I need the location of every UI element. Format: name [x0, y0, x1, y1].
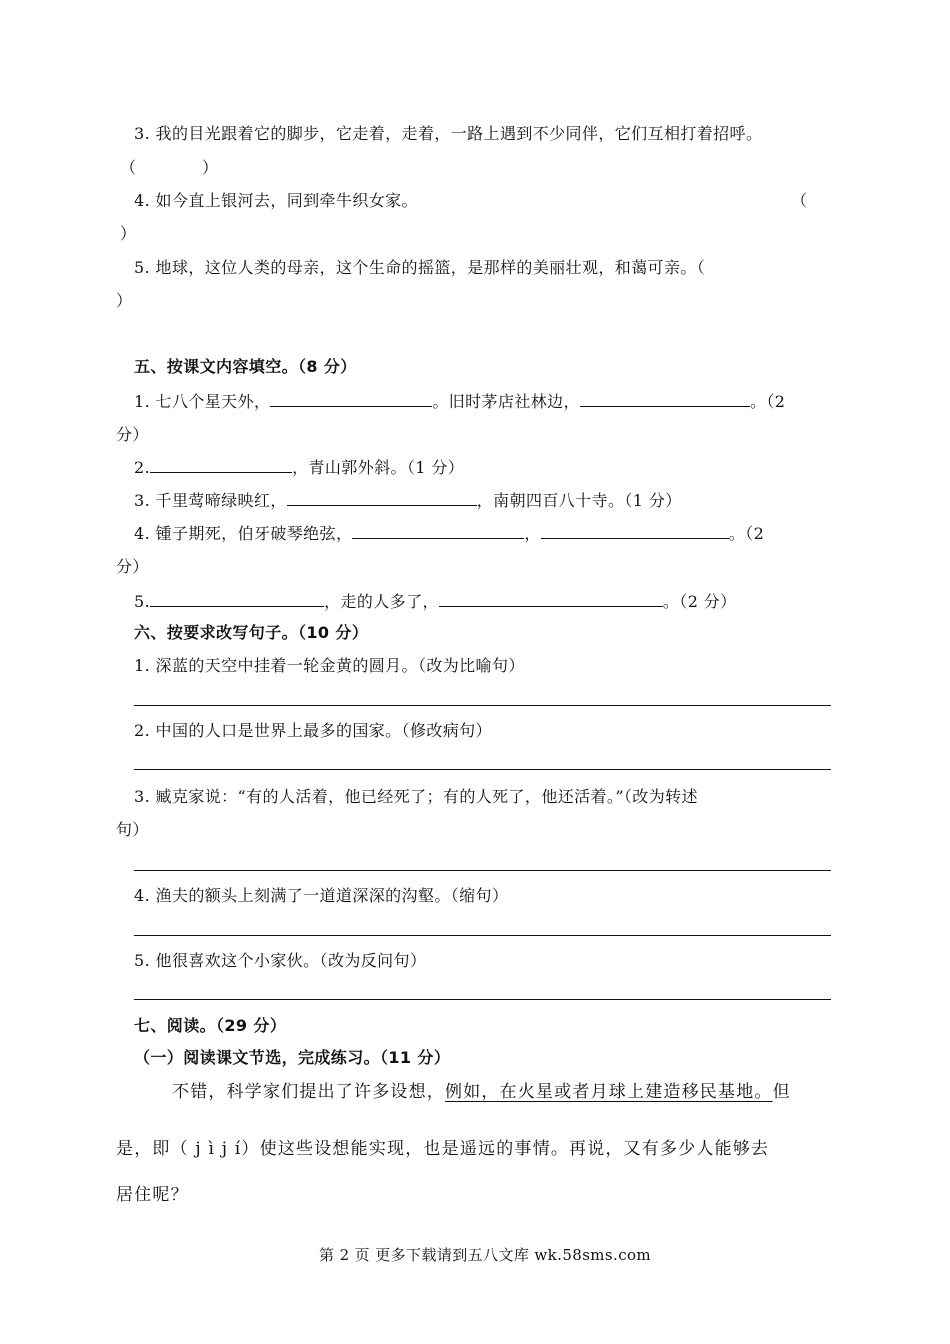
- q4-item-5: 5. 地球，这位人类的母亲，这个生命的摇篮，是那样的美丽壮观，和蔼可亲。（: [134, 258, 706, 277]
- q5-blank-1[interactable]: [150, 591, 324, 607]
- answer-line-3[interactable]: [134, 870, 831, 871]
- section5-q2: [134, 457, 464, 478]
- q5-text-b: ，走的人多了，: [324, 592, 439, 611]
- section6-item-3: 3. 臧克家说：“有的人活着，他已经死了；有的人死了，他还活着。”（改为转述: [134, 787, 698, 806]
- q1-blank-1[interactable]: [270, 391, 432, 407]
- q4-item-4-paren-open: （: [791, 191, 808, 210]
- reading-paragraph-line-2: 是，即（ j ì j í）使这些设想能实现，也是遥远的事情。再说，又有多少人能够去: [116, 1139, 770, 1159]
- q1-blank-2[interactable]: [580, 391, 750, 407]
- q2-text-b: ，青山郭外斜。（1 分）: [292, 458, 465, 477]
- section5-q1: [134, 391, 785, 412]
- q5-text-c: 。（2 分）: [662, 592, 737, 611]
- q2-text-a: 2.: [134, 458, 151, 477]
- q4-text-b: ，: [524, 524, 541, 543]
- q4-item-4: 4. 如今直上银河去，同到牵牛织女家。: [134, 191, 418, 210]
- q1-text-b: 。旧时茅店社林边，: [432, 392, 580, 411]
- q2-blank[interactable]: [150, 457, 292, 473]
- q1-text-c: 。（2: [749, 392, 786, 411]
- answer-line-1[interactable]: [134, 705, 831, 706]
- section5-q4: [134, 523, 764, 544]
- para-line1-b: 但: [772, 1082, 791, 1102]
- q4-blank-1[interactable]: [352, 523, 524, 539]
- q5-blank-2[interactable]: [439, 591, 663, 607]
- q1-text-a: 1. 七八个星天外，: [134, 392, 271, 411]
- q4-item-3-answer-paren: （ ）: [120, 158, 219, 177]
- section6-item-4: 4. 渔夫的额头上刻满了一道道深深的沟壑。（缩句）: [134, 886, 509, 905]
- section7-heading: 七、阅读。（29 分）: [134, 1016, 287, 1035]
- para-line1-a: 不错，科学家们提出了许多设想，: [172, 1082, 445, 1102]
- section6-item-5: 5. 他很喜欢这个小家伙。（改为反问句）: [134, 951, 427, 970]
- section5-heading: 五、按课文内容填空。（8 分）: [134, 357, 357, 376]
- q1-score-tail: 分）: [116, 425, 149, 444]
- section5-q5: [134, 591, 737, 612]
- q4-item-4-paren-close: ）: [120, 224, 137, 243]
- section7-sub-heading: （一）阅读课文节选，完成练习。（11 分）: [134, 1048, 451, 1067]
- q3-text-a: 3. 千里莺啼绿映红，: [134, 491, 287, 510]
- answer-line-4[interactable]: [134, 935, 831, 936]
- q3-blank[interactable]: [287, 490, 477, 506]
- section6-heading: 六、按要求改写句子。（10 分）: [134, 623, 369, 642]
- q4-item-3: 3. 我的目光跟着它的脚步，它走着，走着，一路上遇到不少同伴，它们互相打着招呼。: [134, 124, 763, 143]
- q3-text-b: ，南朝四百八十寺。（1 分）: [476, 491, 682, 510]
- answer-line-2[interactable]: [134, 769, 831, 770]
- answer-line-5[interactable]: [134, 999, 831, 1000]
- q4-score-tail: 分）: [116, 557, 149, 576]
- q4-text-a: 4. 锺子期死，伯牙破琴绝弦，: [134, 524, 353, 543]
- section6-item-2: 2. 中国的人口是世界上最多的国家。（修改病句）: [134, 721, 492, 740]
- para-underlined-sentence: 例如，在火星或者月球上建造移民基地。: [445, 1082, 773, 1102]
- reading-paragraph-line-3: 居住呢？: [116, 1185, 189, 1205]
- page-footer: 第 2 页 更多下载请到五八文库 wk.58sms.com: [319, 1246, 652, 1264]
- q5-text-a: 5.: [134, 592, 151, 611]
- q4-blank-2[interactable]: [541, 523, 729, 539]
- section5-q3: [134, 490, 682, 511]
- q4-text-c: 。（2: [728, 524, 765, 543]
- reading-paragraph-line-1: [172, 1082, 791, 1102]
- section6-item-1: 1. 深蓝的天空中挂着一轮金黄的圆月。（改为比喻句）: [134, 656, 525, 675]
- section6-item-3-tail: 句）: [116, 820, 149, 839]
- q4-item-5-paren-close: ）: [116, 291, 133, 310]
